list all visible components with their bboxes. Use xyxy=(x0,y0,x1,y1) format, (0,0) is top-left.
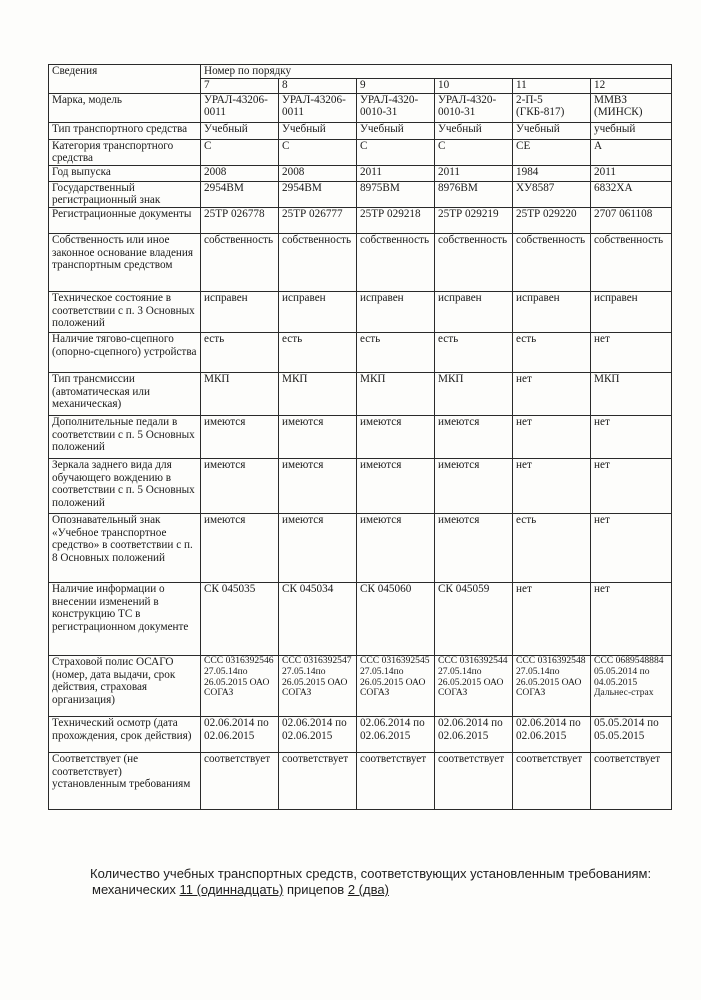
table-row xyxy=(49,752,672,809)
table-row xyxy=(49,332,672,372)
table-cell: нет xyxy=(513,582,591,655)
table-cell: ССС 0316392544 27.05.14по 26.05.2015 ОАО СОГАЗ xyxy=(435,655,513,716)
table-cell: ССС 0316392546 27.05.14по 26.05.2015 ОАО СОГАЗ xyxy=(201,655,279,716)
table-cell: С xyxy=(357,139,435,165)
trailer-count: 2 (два) xyxy=(347,882,389,897)
row-label: Собственность или иное законное основание владения транспортным средством xyxy=(49,233,201,291)
row-label: Тип трансмиссии (автоматическая или механическая) xyxy=(49,372,201,415)
table-row xyxy=(49,122,672,139)
table-cell: нет xyxy=(513,415,591,458)
row-label: Техническое состояние в соответствии с п. 3 Основных положений xyxy=(49,291,201,332)
table-row xyxy=(49,291,672,332)
table-cell: собственность xyxy=(513,233,591,291)
table-cell: нет xyxy=(591,458,672,513)
order-number-header: Номер по порядку xyxy=(201,65,672,79)
table-cell: исправен xyxy=(435,291,513,332)
table-cell: Учебный xyxy=(435,122,513,139)
row-label: Наличие тягово-сцепного (опорно-сцепного) устройства xyxy=(49,332,201,372)
table-row xyxy=(49,233,672,291)
table-cell: СК 045035 xyxy=(201,582,279,655)
order-number-cell: 9 xyxy=(357,78,435,93)
order-number-cell: 11 xyxy=(513,78,591,93)
table-cell: 25ТР 029220 xyxy=(513,207,591,233)
table-cell: соответствует xyxy=(201,752,279,809)
table-row xyxy=(49,716,672,752)
table-cell: есть xyxy=(357,332,435,372)
table-cell: ХУ8587 xyxy=(513,181,591,207)
table-cell: нет xyxy=(591,582,672,655)
table-cell: 2011 xyxy=(591,165,672,181)
table-cell: собственность xyxy=(201,233,279,291)
table-cell: СК 045059 xyxy=(435,582,513,655)
table-cell: 25ТР 026777 xyxy=(279,207,357,233)
table-cell: СК 045034 xyxy=(279,582,357,655)
table-cell: УРАЛ-43206-0011 xyxy=(201,93,279,122)
table-cell: МКП xyxy=(279,372,357,415)
table-cell: Учебный xyxy=(513,122,591,139)
table-cell: ССС 0316392547 27.05.14по 26.05.2015 ОАО СОГАЗ xyxy=(279,655,357,716)
table-cell: 2954ВМ xyxy=(201,181,279,207)
table-row xyxy=(49,458,672,513)
table-cell: 25ТР 026778 xyxy=(201,207,279,233)
table-cell: собственность xyxy=(435,233,513,291)
table-cell: имеются xyxy=(279,513,357,582)
table-row xyxy=(49,165,672,181)
table-cell: 25ТР 029218 xyxy=(357,207,435,233)
row-label: Дополнительные педали в соответствии с п. 5 Основных положений xyxy=(49,415,201,458)
table-cell: 2-П-5 (ГКБ-817) xyxy=(513,93,591,122)
table-cell: 1984 xyxy=(513,165,591,181)
table-cell: 2008 xyxy=(279,165,357,181)
table-cell: МКП xyxy=(435,372,513,415)
table-row xyxy=(49,181,672,207)
table-cell: ММВЗ (МИНСК) xyxy=(591,93,672,122)
table-cell: Учебный xyxy=(279,122,357,139)
table-cell: исправен xyxy=(279,291,357,332)
table-cell: 2707 061108 xyxy=(591,207,672,233)
summary-line: Количество учебных транспортных средств, соответствующих установленным требованиям: xyxy=(90,866,652,881)
info-column-header: Сведения xyxy=(49,65,201,94)
table-cell: 2011 xyxy=(357,165,435,181)
order-number-cell: 10 xyxy=(435,78,513,93)
table-cell: СЕ xyxy=(513,139,591,165)
row-label: Марка, модель xyxy=(49,93,201,122)
table-cell: соответствует xyxy=(591,752,672,809)
table-cell: есть xyxy=(513,332,591,372)
table-cell: С xyxy=(279,139,357,165)
table-cell: имеются xyxy=(357,458,435,513)
table-cell: МКП xyxy=(591,372,672,415)
row-label: Наличие информации о внесении изменений в конструкцию ТС в регистрационном документе xyxy=(49,582,201,655)
table-cell: имеются xyxy=(279,415,357,458)
table-cell: УРАЛ-43206-0011 xyxy=(279,93,357,122)
table-cell: есть xyxy=(201,332,279,372)
table-cell: 6832ХА xyxy=(591,181,672,207)
table-cell: С xyxy=(435,139,513,165)
table-cell: 02.06.2014 по 02.06.2015 xyxy=(201,716,279,752)
row-label: Тип транспортного средства xyxy=(49,122,201,139)
table-cell: соответствует xyxy=(357,752,435,809)
table-cell: 02.06.2014 по 02.06.2015 xyxy=(357,716,435,752)
table-cell: УРАЛ-4320-0010-31 xyxy=(435,93,513,122)
vehicle-info-table xyxy=(48,64,672,810)
table-cell: ССС 0316392548 27.05.14по 26.05.2015 ОАО СОГАЗ xyxy=(513,655,591,716)
table-cell: ССС 0689548884 05.05.2014 по 04.05.2015 Дальнес-страх xyxy=(591,655,672,716)
table-cell: есть xyxy=(513,513,591,582)
table-cell: учебный xyxy=(591,122,672,139)
row-label: Технический осмотр (дата прохождения, срок действия) xyxy=(49,716,201,752)
table-cell: 02.06.2014 по 02.06.2015 xyxy=(435,716,513,752)
table-cell: ССС 0316392545 27.05.14по 26.05.2015 ОАО СОГАЗ xyxy=(357,655,435,716)
table-cell: имеются xyxy=(201,415,279,458)
table-cell: 8976ВМ xyxy=(435,181,513,207)
table-cell: имеются xyxy=(435,513,513,582)
summary-footer xyxy=(90,866,651,898)
summary-counts xyxy=(90,882,651,898)
table-cell: нет xyxy=(513,372,591,415)
table-cell: имеются xyxy=(435,415,513,458)
table-cell: имеются xyxy=(279,458,357,513)
table-cell: МКП xyxy=(201,372,279,415)
table-cell: 02.06.2014 по 02.06.2015 xyxy=(513,716,591,752)
table-cell: 05.05.2014 по 05.05.2015 xyxy=(591,716,672,752)
table-row xyxy=(49,207,672,233)
table-cell: нет xyxy=(513,458,591,513)
table-cell: 02.06.2014 по 02.06.2015 xyxy=(279,716,357,752)
mechanical-label: механических xyxy=(92,882,176,897)
row-label: Зеркала заднего вида для обучающего вождению в соответствии с п. 5 Основных положений xyxy=(49,458,201,513)
table-cell: СК 045060 xyxy=(357,582,435,655)
row-label: Год выпуска xyxy=(49,165,201,181)
row-label: Категория транспортного средства xyxy=(49,139,201,165)
table-cell: имеются xyxy=(357,513,435,582)
table-row xyxy=(49,139,672,165)
trailer-label: прицепов xyxy=(286,882,345,897)
table-cell: Учебный xyxy=(357,122,435,139)
table-cell: соответствует xyxy=(513,752,591,809)
table-cell: 2008 xyxy=(201,165,279,181)
table-cell: исправен xyxy=(513,291,591,332)
table-cell: нет xyxy=(591,332,672,372)
table-cell: исправен xyxy=(201,291,279,332)
table-cell: МКП xyxy=(357,372,435,415)
table-row xyxy=(49,513,672,582)
table-cell: собственность xyxy=(357,233,435,291)
table-cell: собственность xyxy=(279,233,357,291)
row-label: Опознавательный знак «Учебное транспортное средство» в соответствии с п. 8 Основных положений xyxy=(49,513,201,582)
table-row xyxy=(49,655,672,716)
table-cell: 2011 xyxy=(435,165,513,181)
row-label: Страховой полис ОСАГО (номер, дата выдачи, срок действия, страховая организация) xyxy=(49,655,201,716)
row-label: Государственный регистрационный знак xyxy=(49,181,201,207)
order-number-cell: 12 xyxy=(591,78,672,93)
table-cell: 8975ВМ xyxy=(357,181,435,207)
table-cell: соответствует xyxy=(435,752,513,809)
table-cell: 2954ВМ xyxy=(279,181,357,207)
table-cell: нет xyxy=(591,513,672,582)
order-number-cell: 7 xyxy=(201,78,279,93)
table-cell: имеются xyxy=(201,458,279,513)
table-cell: 25ТР 029219 xyxy=(435,207,513,233)
table-cell: есть xyxy=(279,332,357,372)
table-row xyxy=(49,582,672,655)
row-label: Регистрационные документы xyxy=(49,207,201,233)
mechanical-count: 11 (одиннадцать) xyxy=(179,882,284,897)
table-cell: имеются xyxy=(357,415,435,458)
row-label: Соответствует (не соответствует) установленным требованиям xyxy=(49,752,201,809)
order-number-cell: 8 xyxy=(279,78,357,93)
table-cell: Учебный xyxy=(201,122,279,139)
table-cell: исправен xyxy=(357,291,435,332)
table-cell: имеются xyxy=(435,458,513,513)
table-cell: С xyxy=(201,139,279,165)
table-cell: соответствует xyxy=(279,752,357,809)
table-row xyxy=(49,415,672,458)
table-cell: А xyxy=(591,139,672,165)
table-cell: собственность xyxy=(591,233,672,291)
table-cell: есть xyxy=(435,332,513,372)
table-cell: нет xyxy=(591,415,672,458)
table-cell: имеются xyxy=(201,513,279,582)
table-row xyxy=(49,93,672,122)
table-row xyxy=(49,372,672,415)
table-cell: УРАЛ-4320-0010-31 xyxy=(357,93,435,122)
table-cell: исправен xyxy=(591,291,672,332)
